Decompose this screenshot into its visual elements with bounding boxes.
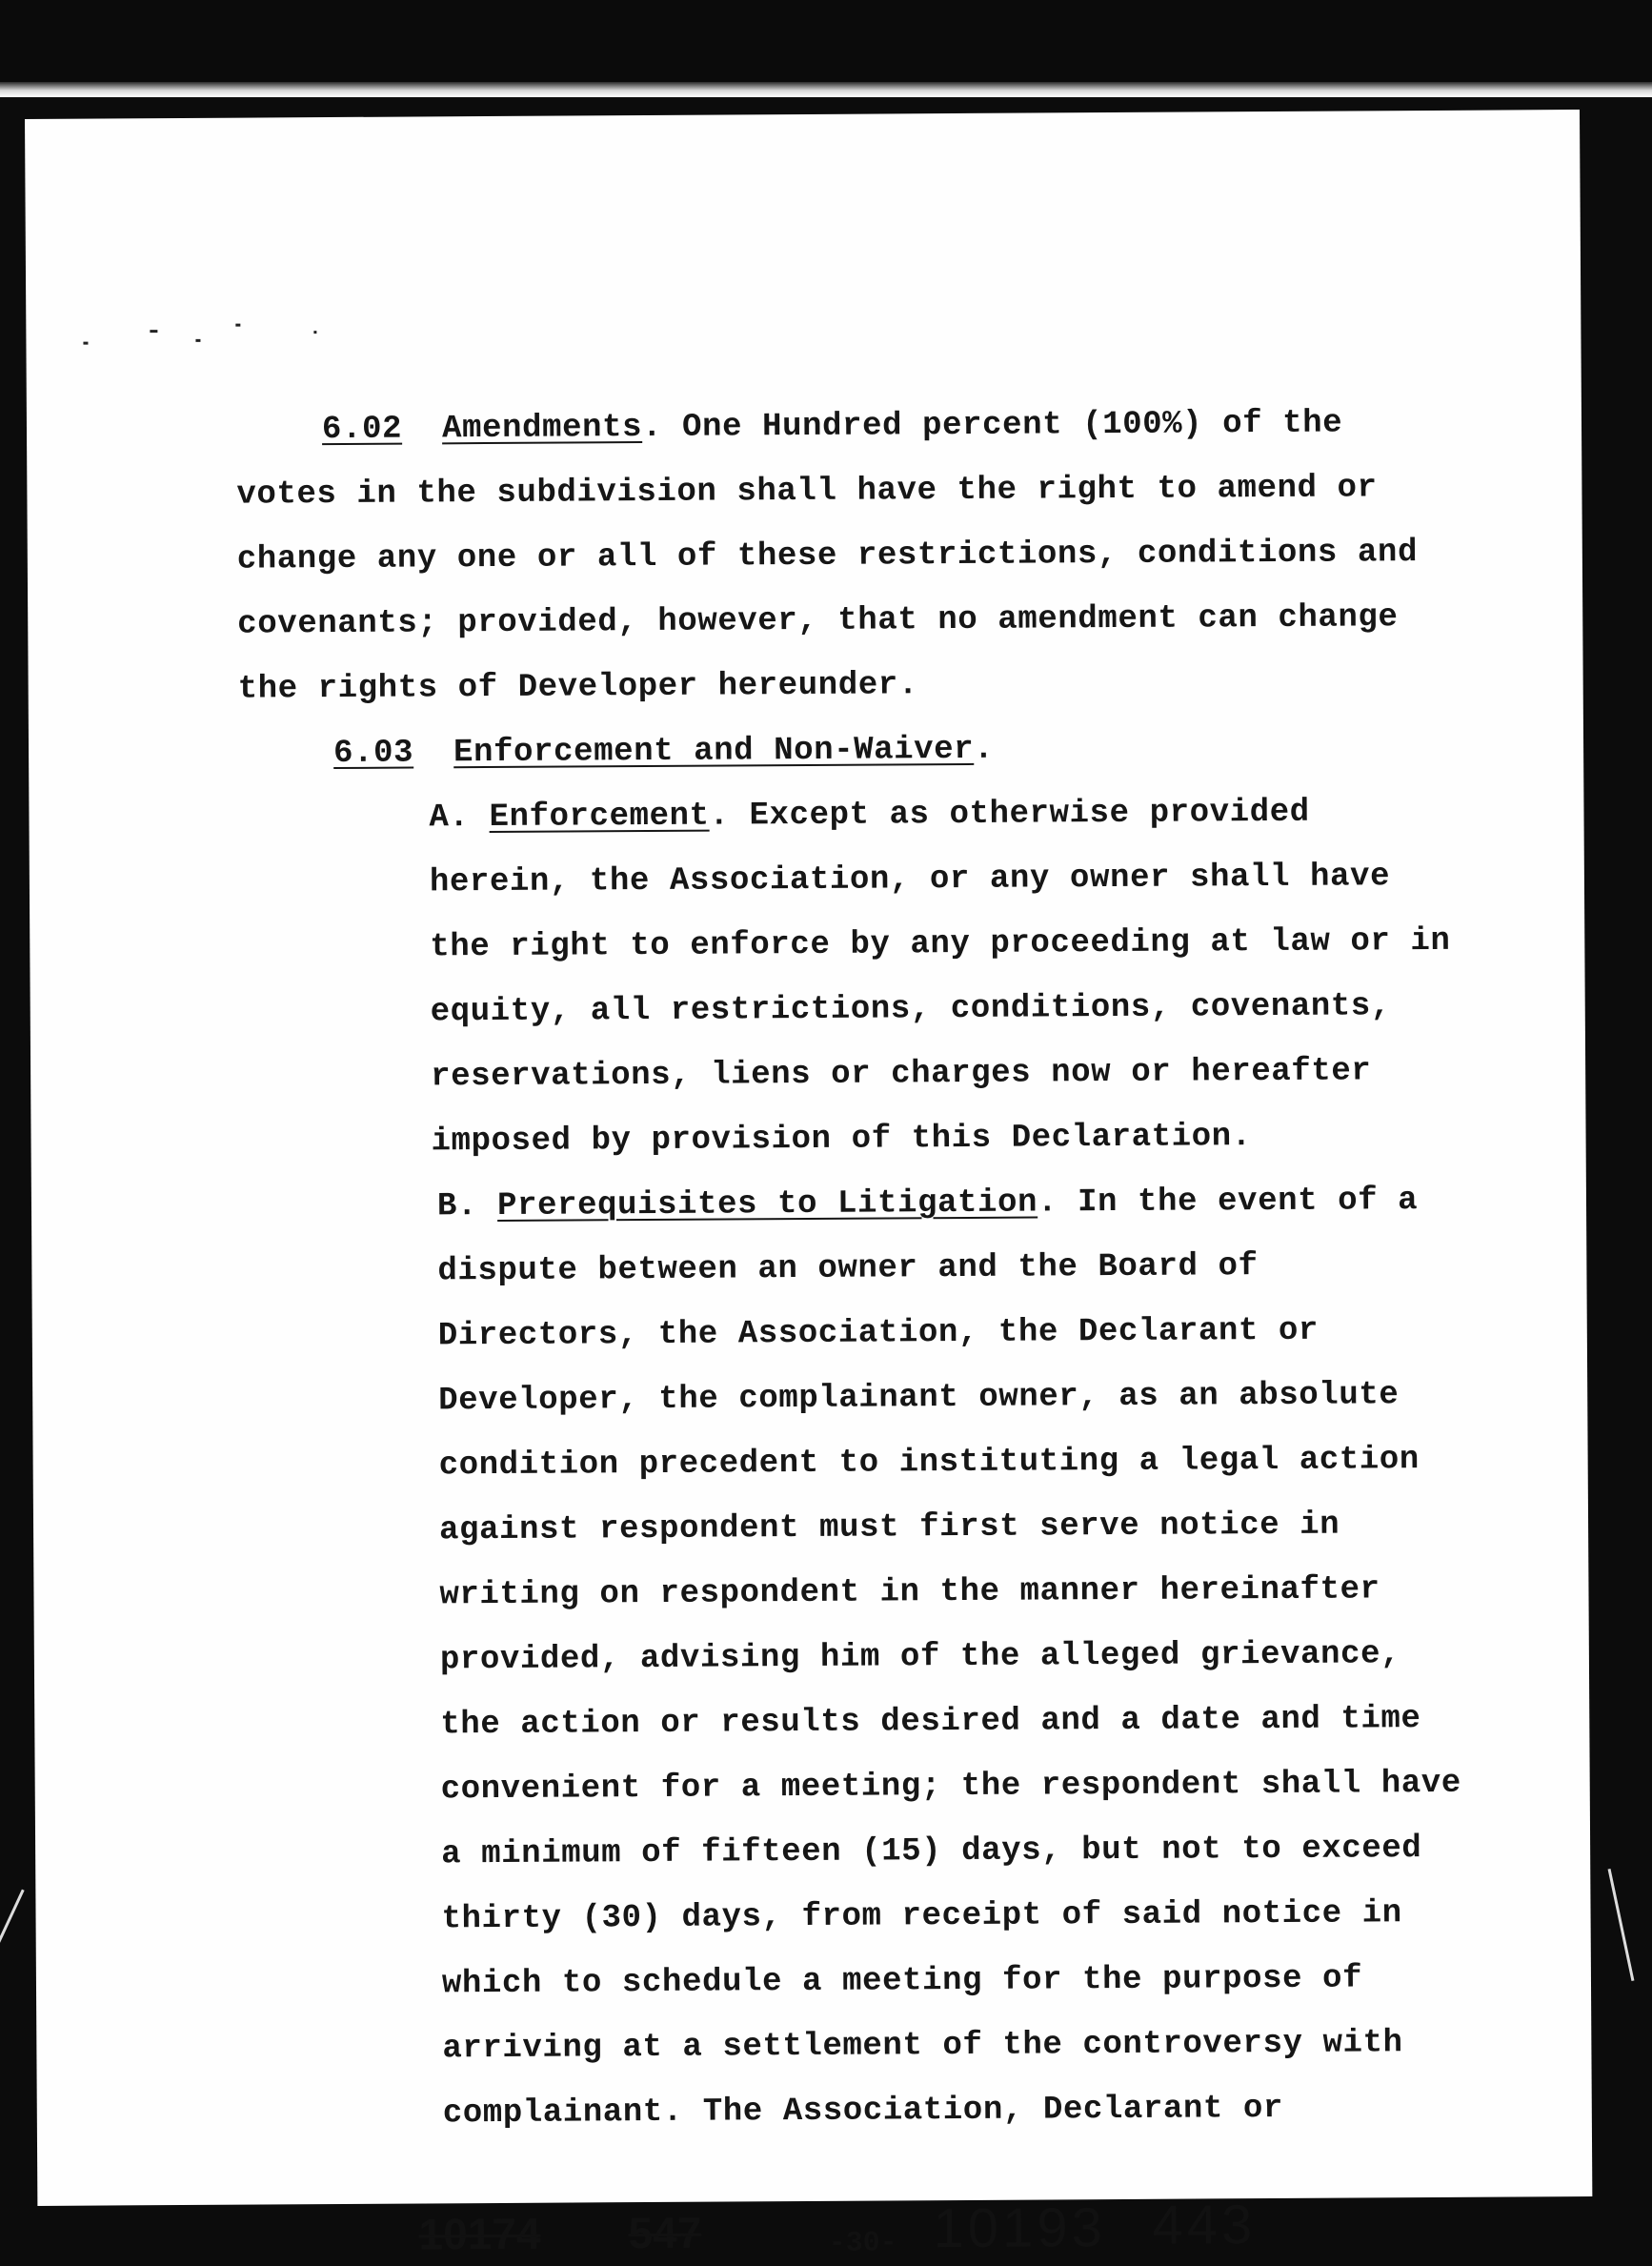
document-text [25,110,1580,2133]
body-line: votes in the subdivision shall have the right to amend or [236,470,1378,514]
document-page [25,110,1592,2260]
body-line: writing on respondent in the manner hereinafter [439,1571,1380,1614]
body-text: . In the event of a [1037,1183,1419,1222]
body-text: . Except as otherwise provided [709,794,1310,835]
struck-record-page: 547 [628,2207,702,2258]
section-heading: Amendments [441,410,643,448]
heading-suffix: . [974,731,995,768]
section-heading: Enforcement and Non-Waiver [453,731,975,772]
body-line: the action or results desired and a date and time [440,1701,1421,1744]
body-line: imposed by provision of this Declaration. [431,1119,1252,1161]
body-line: thirty (30) days, from receipt of said notice in [441,1895,1402,1938]
body-line: equity, all restrictions, conditions, covenants, [430,988,1392,1031]
body-line: provided, advising him of the alleged grievance, [439,1636,1401,1679]
section-6-03-heading [333,731,994,773]
record-number: 10193 [933,2196,1107,2260]
body-line: the rights of Developer hereunder. [237,667,918,708]
scan-border-top [0,0,1652,95]
body-line: the right to enforce by any proceeding at law or in [430,922,1451,966]
section-6-02-first-line [322,405,1342,450]
body-line: Developer, the complainant owner, as an absolute [438,1377,1400,1420]
body-line: convenient for a meeting; the respondent shall have [440,1765,1462,1809]
subsection-letter: B. [436,1188,478,1225]
scan-artifact [0,1890,25,1952]
page-number: -30- [828,2227,897,2260]
body-line: which to schedule a meeting for the purpose of [441,1960,1363,2003]
body-text: . One Hundred percent (100%) of the [641,405,1343,447]
subsection-letter: A. [429,799,470,837]
paper-edge [0,82,1652,97]
body-line: complainant. The Association, Declarant or [442,2090,1284,2133]
body-line: change any one or all of these restrictions, conditions and [236,535,1419,578]
subsection-a-first-line [429,794,1309,838]
section-number: 6.02 [321,411,403,449]
scan-artifact [1608,1869,1635,1981]
body-line: condition precedent to instituting a legal action [438,1442,1420,1485]
body-line: a minimum of fifteen (15) days, but not to exceed [441,1831,1422,1873]
section-number: 6.03 [332,735,414,773]
body-line: covenants; provided, however, that no amendment can change [237,599,1399,643]
body-line: herein, the Association, or any owner shall have [429,859,1391,901]
subsection-heading: Enforcement [489,798,710,837]
struck-record-number: 10174 [418,2208,541,2259]
body-line: reservations, liens or charges now or hereafter [431,1053,1372,1096]
subsection-heading: Prerequisites to Litigation [496,1184,1038,1224]
subsection-b-first-line [437,1182,1418,1225]
body-line: arriving at a settlement of the controversy with [442,2025,1403,2068]
record-page: 443 [1152,2194,1257,2256]
body-line: dispute between an owner and the Board of [437,1248,1259,1290]
body-line: against respondent must first serve notice in [438,1507,1340,1549]
body-line: Directors, the Association, the Declarant or [437,1312,1320,1355]
